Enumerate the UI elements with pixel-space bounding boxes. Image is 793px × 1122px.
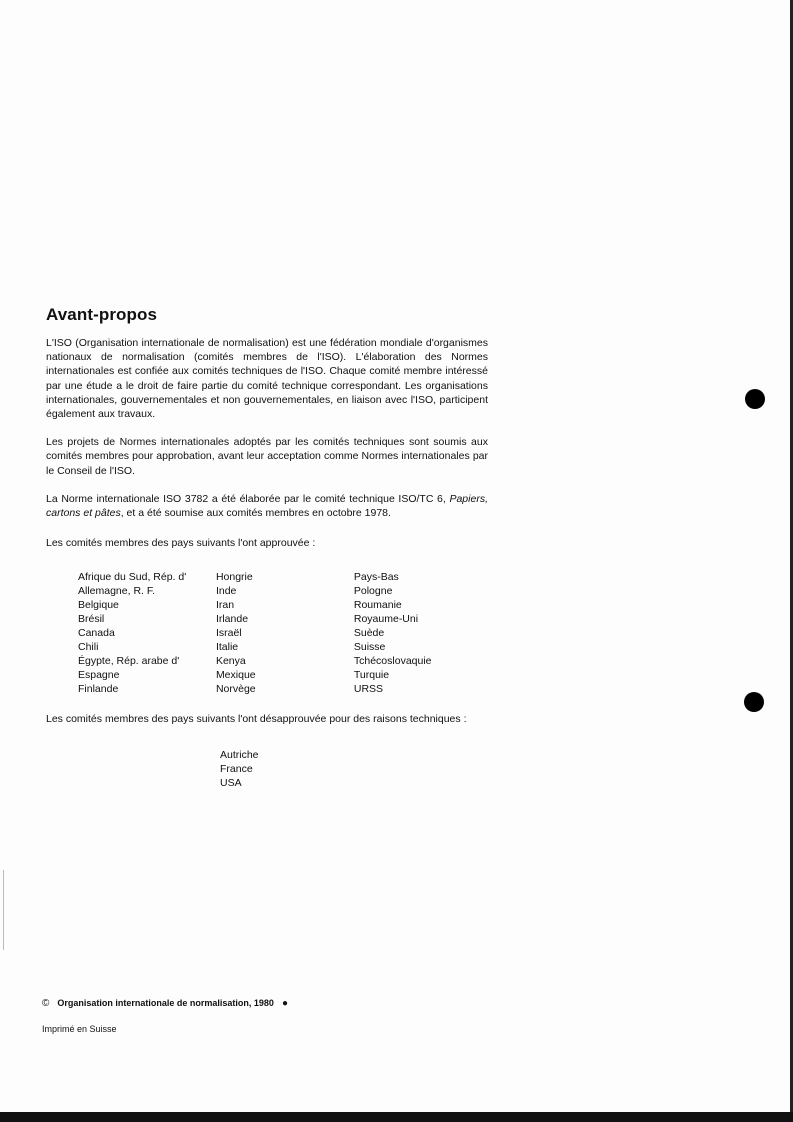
copyright-icon: © [42, 998, 50, 1009]
list-item: Finlande [78, 683, 119, 696]
list-item: Roumanie [353, 599, 402, 612]
list-item: Afrique du Sud, Rép. d' [78, 571, 187, 584]
bullet-icon: ● [281, 998, 288, 1009]
list-item: Tchécoslovaquie [353, 655, 432, 668]
approved-countries-column-1 [78, 570, 216, 696]
punch-hole-bottom [744, 692, 764, 712]
printed-in-note: Imprimé en Suisse [42, 1024, 117, 1034]
list-item: Iran [215, 599, 235, 612]
list-item: Italie [215, 641, 239, 654]
copyright-line [42, 998, 288, 1009]
page-bottom-edge [0, 1112, 793, 1122]
list-item: Espagne [78, 669, 120, 682]
list-item: France [220, 762, 253, 775]
list-item: Turquie [353, 669, 390, 682]
paragraph-disapproved-intro: Les comités membres des pays suivants l'ont désapprouvée pour des raisons techniques : [46, 713, 467, 726]
paragraph-draft-standards: Les projets de Normes internationales adoptés par les comités techniques sont soumis aux comités membres pour approbation, avant leur acceptation comme Normes internationales par le Conseil de l'ISO. [46, 436, 488, 477]
copyright-text: Organisation internationale de normalisation, 1980 [57, 998, 274, 1008]
approved-countries-list [78, 570, 488, 696]
paragraph-approved-intro: Les comités membres des pays suivants l'ont approuvée : [46, 537, 316, 550]
list-item: Hongrie [215, 571, 253, 584]
list-item: Inde [215, 585, 237, 598]
list-item: URSS [353, 683, 384, 696]
foreword-section [46, 305, 488, 790]
list-item: Mexique [215, 669, 256, 682]
list-item: Suisse [353, 641, 386, 654]
list-item: Chili [78, 641, 99, 654]
list-item: Belgique [78, 599, 119, 612]
list-item: Suède [353, 627, 385, 640]
list-item: Irlande [215, 613, 249, 626]
list-item: Canada [78, 627, 115, 640]
paragraph-iso-3782 [46, 492, 488, 520]
scan-mark [3, 870, 4, 950]
list-item: Allemagne, R. F. [78, 585, 156, 598]
punch-hole-top [745, 389, 765, 409]
list-item: Pays-Bas [353, 571, 399, 584]
list-item: USA [220, 776, 242, 789]
approved-countries-column-3 [354, 570, 488, 696]
list-item: Brésil [78, 613, 105, 626]
list-item: Autriche [220, 748, 259, 761]
paragraph-iso-3782-start: La Norme internationale ISO 3782 a été élaborée par le comité technique ISO/TC 6, [46, 492, 446, 505]
list-item: Kenya [215, 655, 246, 668]
page-title: Avant-propos [46, 305, 158, 324]
list-item: Israël [215, 627, 242, 640]
list-item: Égypte, Rép. arabe d' [78, 655, 180, 668]
list-item: Pologne [353, 585, 393, 598]
committee-title: Papiers, cartons et pâtes [46, 492, 488, 520]
paragraph-iso-intro: L'ISO (Organisation internationale de normalisation) est une fédération mondiale d'organismes nationaux de normalisation (comités membres de l'ISO). L'élaboration des Normes internationales est confiée aux comités techniques de l'ISO. Chaque comité membre intéressé par une étude a le droit de faire partie du comité technique correspondant. Les organisations internationales, gouvernementales et non gouvernementales, en liaison avec l'ISO, participent également aux travaux. [46, 337, 488, 421]
list-item: Norvège [215, 683, 256, 696]
list-item: Royaume-Uni [353, 613, 419, 626]
paragraph-iso-3782-end: , et a été soumise aux comités membres en octobre 1978. [120, 507, 391, 520]
disapproved-countries-list [220, 748, 488, 790]
approved-countries-column-2 [216, 570, 354, 696]
